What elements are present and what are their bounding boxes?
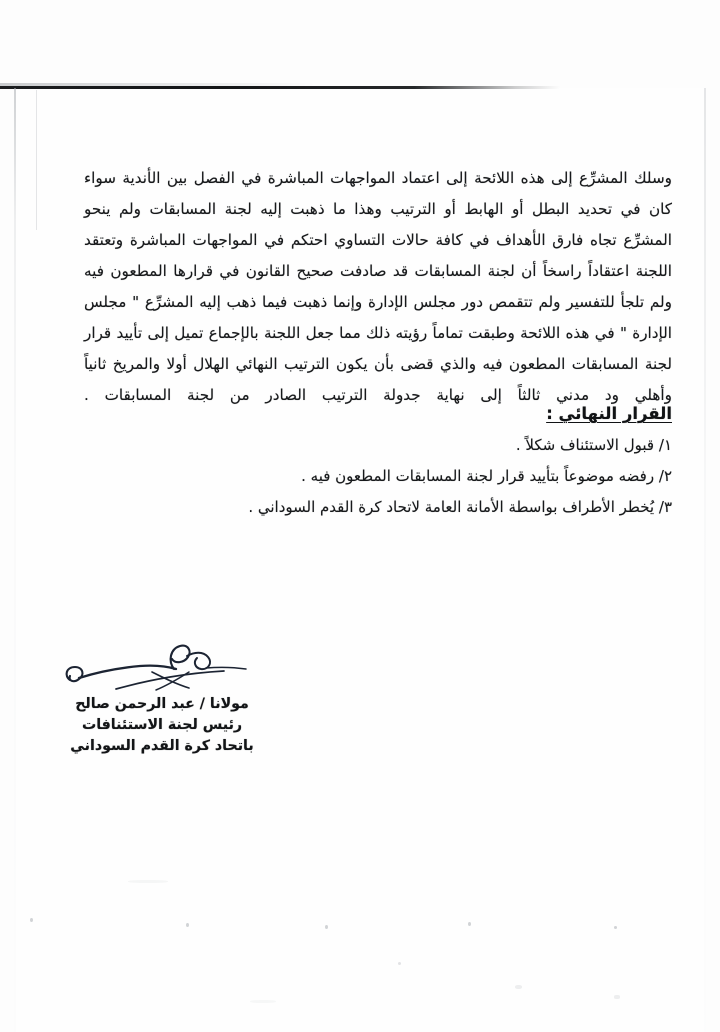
decision-item-2 <box>72 465 672 488</box>
scan-speck <box>186 923 189 927</box>
scan-speck <box>325 925 328 929</box>
decision-item-3 <box>72 496 672 519</box>
scan-speck <box>614 926 617 929</box>
decision-item-1-text: قبول الاستئناف شكلاً . <box>515 436 655 454</box>
signature-mark <box>56 636 268 694</box>
scan-edge-left-inner <box>36 90 37 230</box>
decision-item-3-text: يُخطر الأطراف بواسطة الأمانة العامة لاتحاد كرة القدم السوداني . <box>248 498 655 516</box>
scan-speck <box>30 918 33 922</box>
signature-title: رئيس لجنة الاستئنافات <box>81 717 243 733</box>
decision-item-3-number: ٣/ <box>658 498 672 516</box>
decision-item-1 <box>72 434 672 457</box>
scan-edge-left <box>14 88 16 1032</box>
signature-block <box>56 636 268 757</box>
body-paragraph <box>84 163 672 411</box>
scan-speck <box>398 962 401 965</box>
decision-item-1-number: ١/ <box>658 436 672 454</box>
body-paragraph-text: وسلك المشرِّع إلى هذه اللائحة إلى اعتماد المواجهات المباشرة في الفصل بين الأندية سواء كان في تحديد البطل أو الهابط أو الترتيب وهذا ما ذهبت إليه لجنة المسابقات ولم ينحو المشرِّع تجاه فارق الأهداف في كافة حالات التساوي احتكم في المواجهات المباشرة وتعتقد اللجنة اعتقاداً راسخاً أن لجنة المسابقات قد صادفت صحيح القانون في قرارها المطعون فيه ولم تلجأ للتفسير ولم تتقمص دور مجلس الإدارة وإنما ذهبت فيما ذهب إليه المشرِّع " مجلس الإدارة " في هذه اللائحة وطبقت تماماً رؤيته ذلك مما جعل اللجنة بالإجماع تميل إلى تأييد قرار لجنة المسابقات المطعون فيه والذي قضى بأن يكون الترتيب النهائي الهلال أولا والمريخ ثانياً وأهلي ود مدني ثالثاً إلى نهاية جدولة الترتيب الصادر من لجنة المسابقات . <box>84 169 672 404</box>
decision-item-2-text: رفضه موضوعاً بتأييد قرار لجنة المسابقات المطعون فيه . <box>301 467 655 485</box>
decision-list <box>72 434 672 527</box>
scan-smudge <box>515 985 522 989</box>
handwritten-signature-icon <box>56 636 268 694</box>
scan-smudge <box>250 1000 276 1003</box>
scan-smudge <box>128 880 168 883</box>
scan-edge-right <box>704 88 706 1032</box>
scan-edge-top <box>0 86 560 89</box>
signature-name: مولانا / عبد الرحمن صالح <box>75 696 249 712</box>
scan-speck <box>468 922 471 926</box>
signature-organization: باتحاد كرة القدم السوداني <box>70 738 254 754</box>
scan-smudge <box>614 995 620 999</box>
decision-item-2-number: ٢/ <box>658 467 672 485</box>
final-decision-heading: القرار النهائي : <box>546 404 672 423</box>
